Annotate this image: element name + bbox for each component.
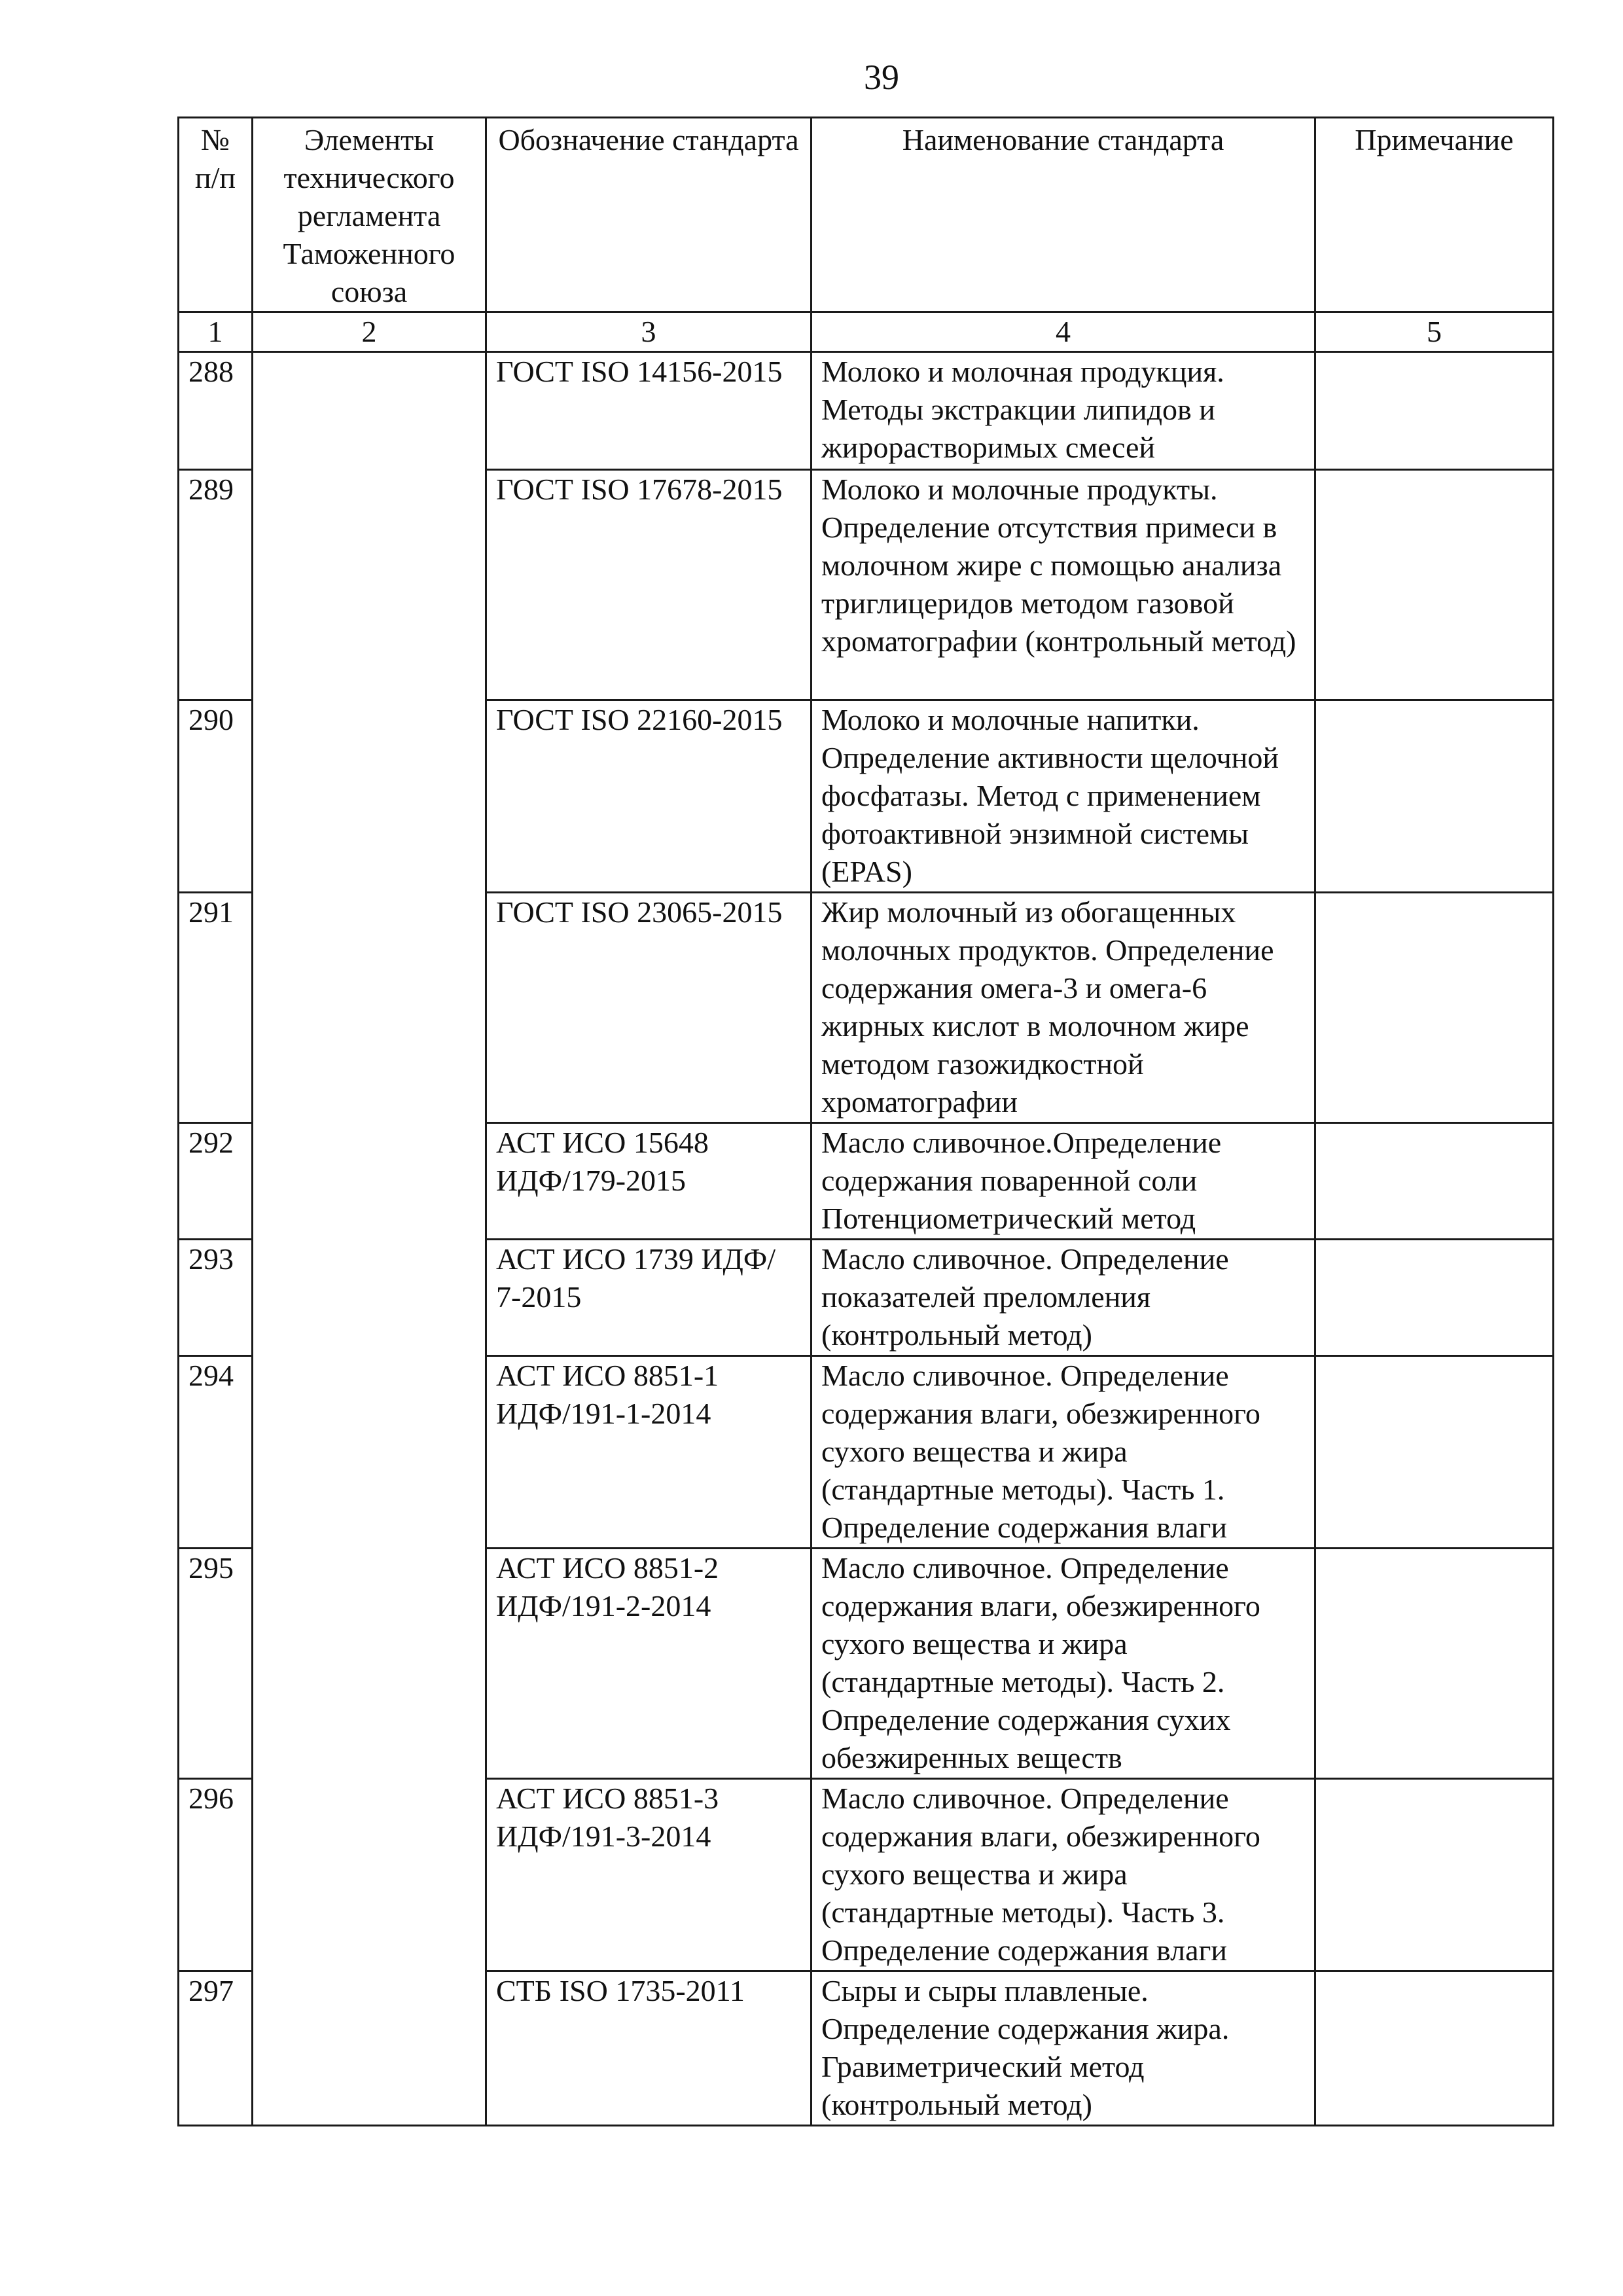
standard-note xyxy=(1315,1240,1554,1356)
row-number: 291 xyxy=(179,893,253,1123)
page-number: 39 xyxy=(864,58,899,97)
standard-name: Масло сливочное. Определение содержания влаги, обезжиренного сухого вещества и жира (стандартные методы). Часть 1. Определение содержания влаги xyxy=(812,1356,1315,1549)
standard-note xyxy=(1315,352,1554,470)
standard-note xyxy=(1315,1123,1554,1240)
column-number: 2 xyxy=(253,312,486,352)
standard-note xyxy=(1315,893,1554,1123)
standard-code: СТБ ISO 1735-2011 xyxy=(486,1971,812,2126)
row-number: 297 xyxy=(179,1971,253,2126)
row-number: 295 xyxy=(179,1549,253,1779)
standard-code: АСТ ИСО 8851-2 ИДФ/191-2-2014 xyxy=(486,1549,812,1779)
standards-table xyxy=(177,117,1554,2126)
header-code: Обозначение стандарта xyxy=(486,118,812,312)
standard-code: АСТ ИСО 1739 ИДФ/ 7-2015 xyxy=(486,1240,812,1356)
column-number: 3 xyxy=(486,312,812,352)
column-number-row xyxy=(179,312,1554,352)
header-note: Примечание xyxy=(1315,118,1554,312)
row-number: 293 xyxy=(179,1240,253,1356)
standard-code: ГОСТ ISO 22160-2015 xyxy=(486,700,812,893)
standard-note xyxy=(1315,1549,1554,1779)
column-number: 4 xyxy=(812,312,1315,352)
header-row xyxy=(179,118,1554,312)
standard-note xyxy=(1315,700,1554,893)
standard-note xyxy=(1315,1356,1554,1549)
standard-name: Масло сливочное. Определение содержания влаги, обезжиренного сухого вещества и жира (стандартные методы). Часть 3. Определение содержания влаги xyxy=(812,1779,1315,1971)
header-elements: Элементы технического регламента Таможенного союза xyxy=(253,118,486,312)
header-num: № п/п xyxy=(179,118,253,312)
standard-name: Молоко и молочная продукция. Методы экстракции липидов и жирорастворимых смесей xyxy=(812,352,1315,470)
header-name: Наименование стандарта xyxy=(812,118,1315,312)
row-number: 296 xyxy=(179,1779,253,1971)
column-number: 5 xyxy=(1315,312,1554,352)
row-number: 288 xyxy=(179,352,253,470)
standard-note xyxy=(1315,1779,1554,1971)
standard-note xyxy=(1315,470,1554,700)
standard-name: Масло сливочное. Определение содержания влаги, обезжиренного сухого вещества и жира (стандартные методы). Часть 2. Определение содержания сухих обезжиренных веществ xyxy=(812,1549,1315,1779)
table-row xyxy=(179,352,1554,470)
column-number: 1 xyxy=(179,312,253,352)
standard-name: Молоко и молочные напитки. Определение активности щелочной фосфатазы. Метод с применением фотоактивной энзимной системы (EPAS) xyxy=(812,700,1315,893)
row-number: 292 xyxy=(179,1123,253,1240)
standard-code: АСТ ИСО 8851-1 ИДФ/191-1-2014 xyxy=(486,1356,812,1549)
standard-note xyxy=(1315,1971,1554,2126)
regulation-elements-cell xyxy=(253,352,486,2126)
standard-code: АСТ ИСО 15648 ИДФ/179-2015 xyxy=(486,1123,812,1240)
row-number: 289 xyxy=(179,470,253,700)
standard-name: Масло сливочное.Определение содержания поваренной соли Потенциометрический метод xyxy=(812,1123,1315,1240)
standard-name: Молоко и молочные продукты. Определение отсутствия примеси в молочном жире с помощью анализа триглицеридов методом газовой хроматографии (контрольный метод) xyxy=(812,470,1315,700)
row-number: 290 xyxy=(179,700,253,893)
standard-code: ГОСТ ISO 23065-2015 xyxy=(486,893,812,1123)
row-number: 294 xyxy=(179,1356,253,1549)
standard-code: ГОСТ ISO 17678-2015 xyxy=(486,470,812,700)
standard-name: Сыры и сыры плавленые. Определение содержания жира. Гравиметрический метод (контрольный метод) xyxy=(812,1971,1315,2126)
standard-name: Жир молочный из обогащенных молочных продуктов. Определение содержания омега-3 и омега-6 жирных кислот в молочном жире методом газожидкостной хроматографии xyxy=(812,893,1315,1123)
standard-code: АСТ ИСО 8851-3 ИДФ/191-3-2014 xyxy=(486,1779,812,1971)
standard-code: ГОСТ ISO 14156-2015 xyxy=(486,352,812,470)
standard-name: Масло сливочное. Определение показателей преломления (контрольный метод) xyxy=(812,1240,1315,1356)
